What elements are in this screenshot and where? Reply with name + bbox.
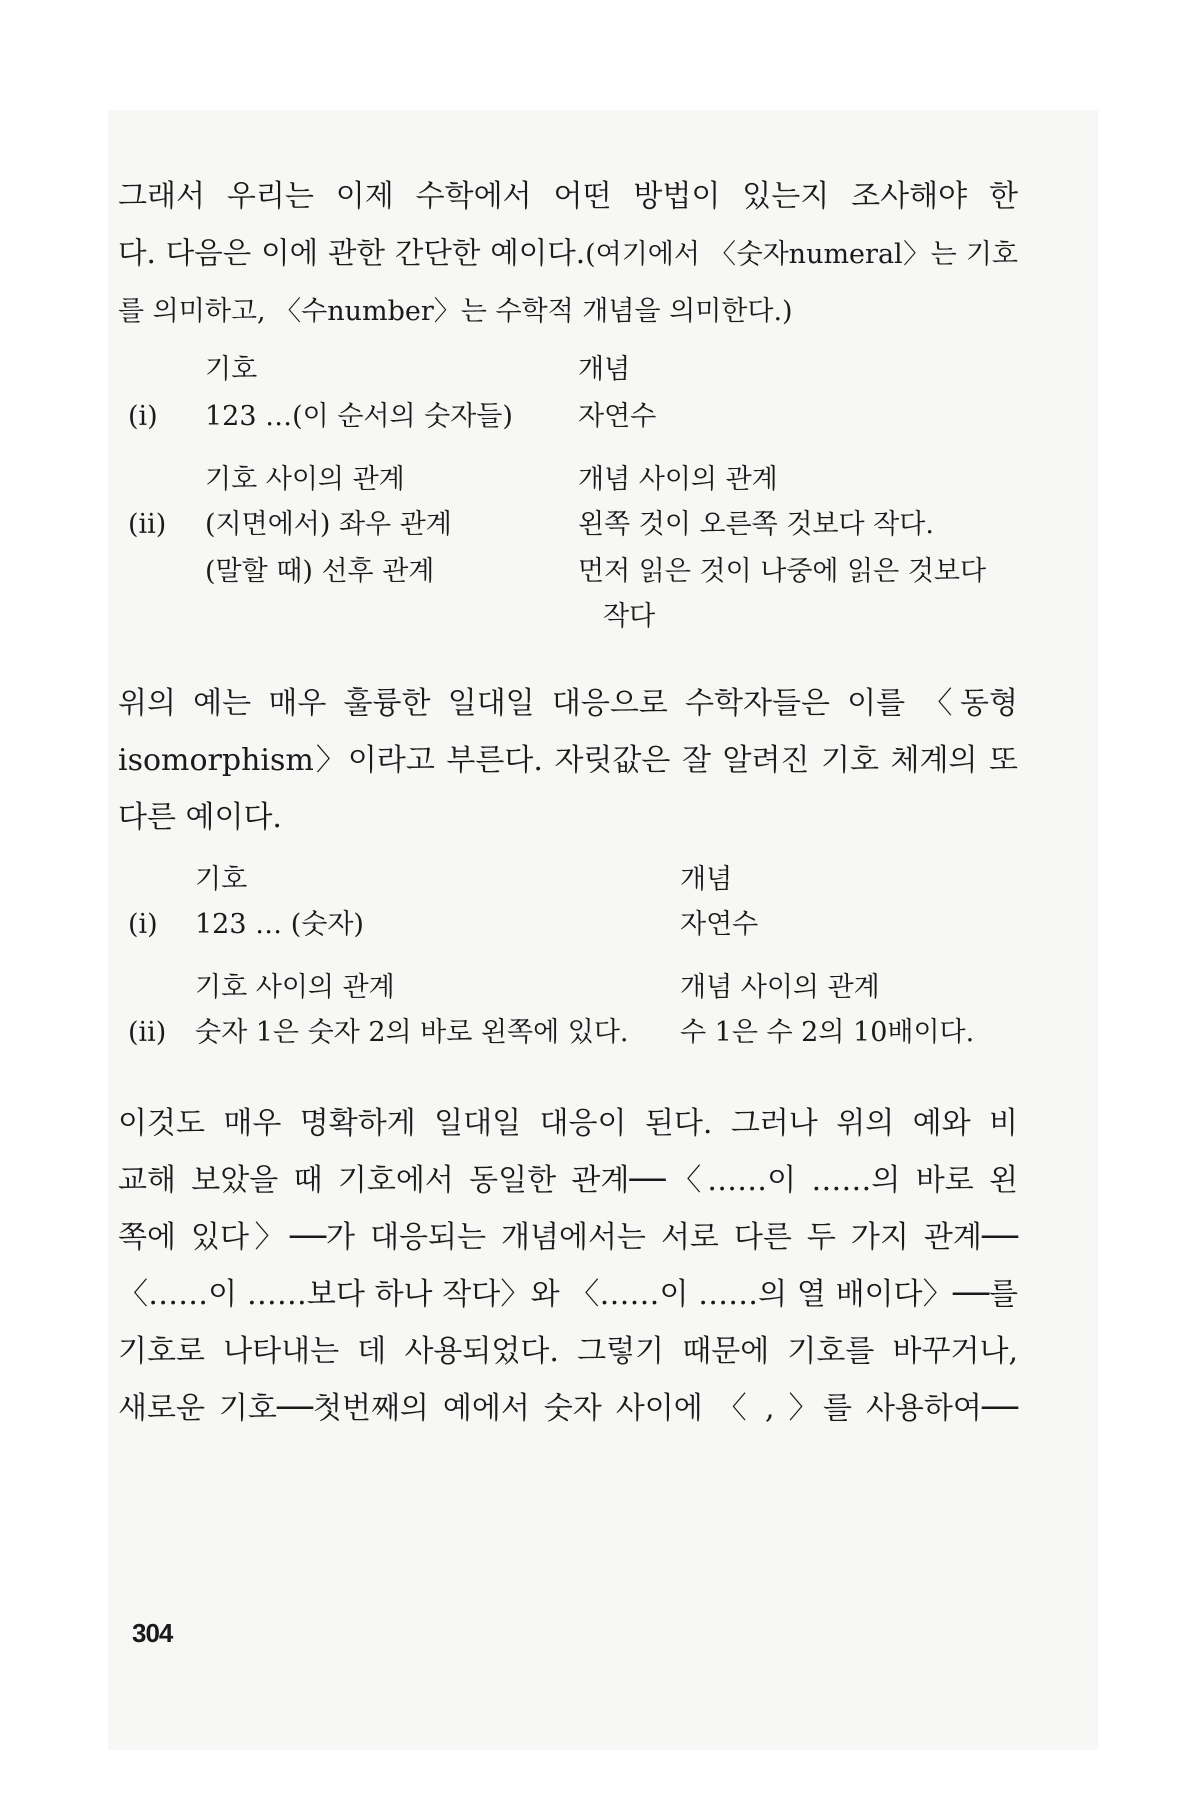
paragraph-line: 다. 다음은 이에 관한 간단한 예이다.(여기에서 〈숫자numeral〉는 기호 xyxy=(118,236,1018,270)
table2-row2-concept: 수 1은 수 2의 10배이다. xyxy=(680,1017,975,1048)
table1-row2-concept: 왼쪽 것이 오른쪽 것보다 작다. xyxy=(578,509,934,540)
paragraph-line: 기호로 나타내는 데 사용되었다. 그렇기 때문에 기호를 바꾸거나, xyxy=(118,1334,1018,1369)
table2-header-concept: 개념 xyxy=(680,864,733,895)
paragraph-isomorphism xyxy=(118,675,1018,846)
paragraph-line: 새로운 기호──첫번째의 예에서 숫자 사이에 〈 , 〉를 사용하여── xyxy=(118,1391,1018,1426)
table1-row3-concept-cont: 작다 xyxy=(603,601,656,632)
paragraph-line: 다른 예이다. xyxy=(118,800,282,835)
paragraph-line: 교해 보았을 때 기호에서 동일한 관계──〈……이 ……의 바로 왼 xyxy=(118,1163,1018,1198)
paragraph-comparison xyxy=(118,1095,1018,1437)
paragraph-intro xyxy=(118,168,1018,340)
paragraph-line: 를 의미하고, 〈수number〉는 수학적 개념을 의미한다.) xyxy=(118,296,793,327)
table2-subheader-symbol: 기호 사이의 관계 xyxy=(195,972,395,1003)
table1-row1-symbol: 123 …(이 순서의 숫자들) xyxy=(205,401,513,432)
table1-row2-label: (ii) xyxy=(128,509,167,540)
paragraph-line: 〈……이 ……보다 하나 작다〉와 〈……이 ……의 열 배이다〉──를 xyxy=(118,1277,1018,1312)
table2-subheader-concept: 개념 사이의 관계 xyxy=(680,972,880,1003)
table1-subheader-symbol: 기호 사이의 관계 xyxy=(205,464,405,495)
table2-row1-concept: 자연수 xyxy=(680,909,759,940)
table2-header-symbol: 기호 xyxy=(195,864,248,895)
table2-row2-symbol: 숫자 1은 숫자 2의 바로 왼쪽에 있다. xyxy=(195,1017,629,1048)
page-number: 304 xyxy=(132,1618,173,1648)
table1-row2-symbol: (지면에서) 좌우 관계 xyxy=(205,509,452,540)
table2-row2-label: (ii) xyxy=(128,1017,167,1048)
paragraph-line: 이것도 매우 명확하게 일대일 대응이 된다. 그러나 위의 예와 비 xyxy=(118,1106,1018,1141)
paragraph-line: 위의 예는 매우 훌륭한 일대일 대응으로 수학자들은 이를 〈동형 xyxy=(118,686,1018,721)
paragraph-line: isomorphism〉이라고 부른다. 자릿값은 잘 알려진 기호 체계의 또 xyxy=(118,743,1018,778)
table1-row1-label: (i) xyxy=(128,401,158,432)
table1-header-symbol: 기호 xyxy=(205,354,258,385)
table1-row3-concept: 먼저 읽은 것이 나중에 읽은 것보다 xyxy=(578,556,987,587)
table1-header-concept: 개념 xyxy=(578,354,631,385)
paragraph-note: (여기에서 〈숫자numeral〉는 기호 xyxy=(585,239,1018,270)
table1-row3-symbol: (말할 때) 선후 관계 xyxy=(205,556,435,587)
table2-row1-symbol: 123 … (숫자) xyxy=(195,909,364,940)
paragraph-line: 쪽에 있다〉──가 대응되는 개념에서는 서로 다른 두 가지 관계── xyxy=(118,1220,1018,1255)
paragraph-line: 그래서 우리는 이제 수학에서 어떤 방법이 있는지 조사해야 한 xyxy=(118,179,1018,214)
table1-row1-concept: 자연수 xyxy=(578,401,657,432)
table1-subheader-concept: 개념 사이의 관계 xyxy=(578,464,778,495)
table2-row1-label: (i) xyxy=(128,909,158,940)
